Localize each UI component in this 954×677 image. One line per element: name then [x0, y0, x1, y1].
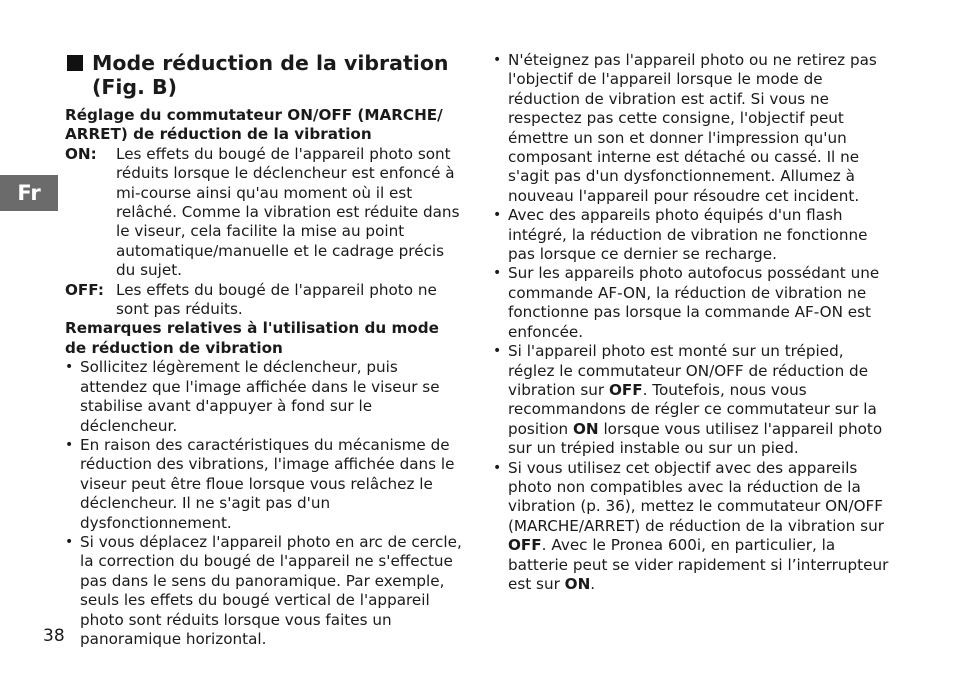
- list-item-text: Sollicitez légèrement le déclencheur, puis attendez que l'image affichée dans le viseur se stabilise avant d'appuyer à fond sur le déclencheur.: [80, 358, 440, 435]
- definition-desc: Les effets du bougé de l'appareil photo ne sont pas réduits.: [116, 280, 437, 319]
- page-number: 38: [43, 626, 65, 646]
- list-item-text: [508, 342, 882, 457]
- left-column: [65, 51, 462, 649]
- list-item-text: En raison des caractéristiques du mécanisme de réduction des vibrations, l'image affichée dans le viseur peut être floue lorsque vous relâchez le déclencheur. Il ne s'agit pas d'un dysfonctionnement.: [80, 435, 455, 532]
- notes-list-continued: [493, 51, 892, 594]
- language-tab: [0, 175, 58, 211]
- list-item: [493, 51, 892, 206]
- list-item: [65, 358, 462, 436]
- text-segment: . Toutefois, nous vous recommandons de régler ce commutateur sur la position: [508, 380, 877, 438]
- text-segment: lorsque vous utilisez l'appareil photo sur un trépied instable ou sur un pied.: [508, 419, 883, 458]
- section-title-line2: (Fig. B): [92, 75, 177, 99]
- definition-term: OFF:: [65, 280, 104, 299]
- text-segment: .: [590, 574, 596, 593]
- bold-value-off: OFF: [608, 380, 643, 399]
- list-item-text: Avec des appareils photo équipés d'un flash intégré, la réduction de vibration ne fonctionne pas lorsque ce dernier se recharge.: [508, 206, 868, 264]
- usage-notes-list: [65, 358, 462, 649]
- bullet-icon: •: [65, 359, 74, 376]
- list-item-text: [508, 459, 888, 593]
- bullet-icon: •: [493, 265, 502, 282]
- list-item: [493, 206, 892, 264]
- text-segment: Si vous utilisez cet objectif avec des appareils photo non compatibles avec la réduction de la vibration (p. 36), mettez le commutateur ON/OFF (MARCHE/ARRET) de réduction de la vibration sur: [508, 458, 884, 535]
- language-tab-label: Fr: [17, 181, 41, 205]
- section-title-line1: Mode réduction de la vibration: [92, 51, 449, 75]
- bullet-icon: •: [493, 343, 502, 360]
- list-item: [493, 264, 892, 342]
- bullet-icon: •: [493, 52, 502, 68]
- subheading-usage-notes: Remarques relatives à l'utilisation du mode de réduction de vibration: [65, 319, 439, 357]
- text-segment: . Avec le Pronea 600i, en particulier, la batterie peut se vider rapidement si l’interrupteur est sur: [508, 536, 889, 593]
- list-item-text: Si vous déplacez l'appareil photo en arc de cercle, la correction du bougé de l'appareil ne s'effectue pas dans le sens du panoramique. Par exemple, seuls les effets du bougé vertical de l'appareil photo sont réduits lorsque vous faites un panoramique horizontal.: [80, 532, 462, 648]
- bullet-icon: •: [493, 459, 502, 476]
- bullet-icon: •: [65, 436, 74, 453]
- bullet-icon: •: [65, 533, 74, 550]
- bold-value-off: OFF: [508, 536, 542, 555]
- bold-value-on: ON: [573, 419, 599, 438]
- list-item: [493, 342, 892, 458]
- list-item-text: N'éteignez pas l'appareil photo ou ne retirez pas l'objectif de l'appareil lorsque le mode de réduction de vibration est actif. Si vous ne respectez pas cette consigne, l'objectif peut émettre un son et donner l'impression qu'un composant interne est détaché ou cassé. Il ne s'agit pas d'un dysfonctionnement. Allumez à nouveau l'appareil pour résoudre cet incident.: [508, 51, 877, 205]
- bullet-icon: •: [493, 207, 502, 224]
- definition-term: ON:: [65, 144, 97, 163]
- definition-off: [65, 281, 462, 320]
- list-item: [493, 459, 892, 595]
- black-square-icon: [67, 55, 83, 71]
- list-item: [65, 533, 462, 649]
- right-column: [493, 51, 892, 594]
- section-title: [65, 51, 462, 99]
- subheading-switch-setting: Réglage du commutateur ON/OFF (MARCHE/ ARRET) de réduction de la vibration: [65, 106, 443, 144]
- definition-desc: Les effets du bougé de l'appareil photo sont réduits lorsque le déclencheur est enfoncé à mi-course ainsi qu'au moment où il est relâché. Comme la vibration est réduite dans le viseur, cela facilite la mise au point automatique/manuelle et le cadrage précis du sujet.: [116, 144, 460, 280]
- list-item-text: Sur les appareils photo autofocus possédant une commande AF-ON, la réduction de vibration ne fonctionne pas lorsque la commande AF-ON est enfoncée.: [508, 264, 880, 341]
- definition-on: [65, 145, 462, 281]
- bold-value-on: ON: [564, 574, 591, 593]
- list-item: [65, 436, 462, 533]
- text-segment: Si l'appareil photo est monté sur un trépied, réglez le commutateur ON/OFF de réduction de vibration sur: [508, 342, 869, 399]
